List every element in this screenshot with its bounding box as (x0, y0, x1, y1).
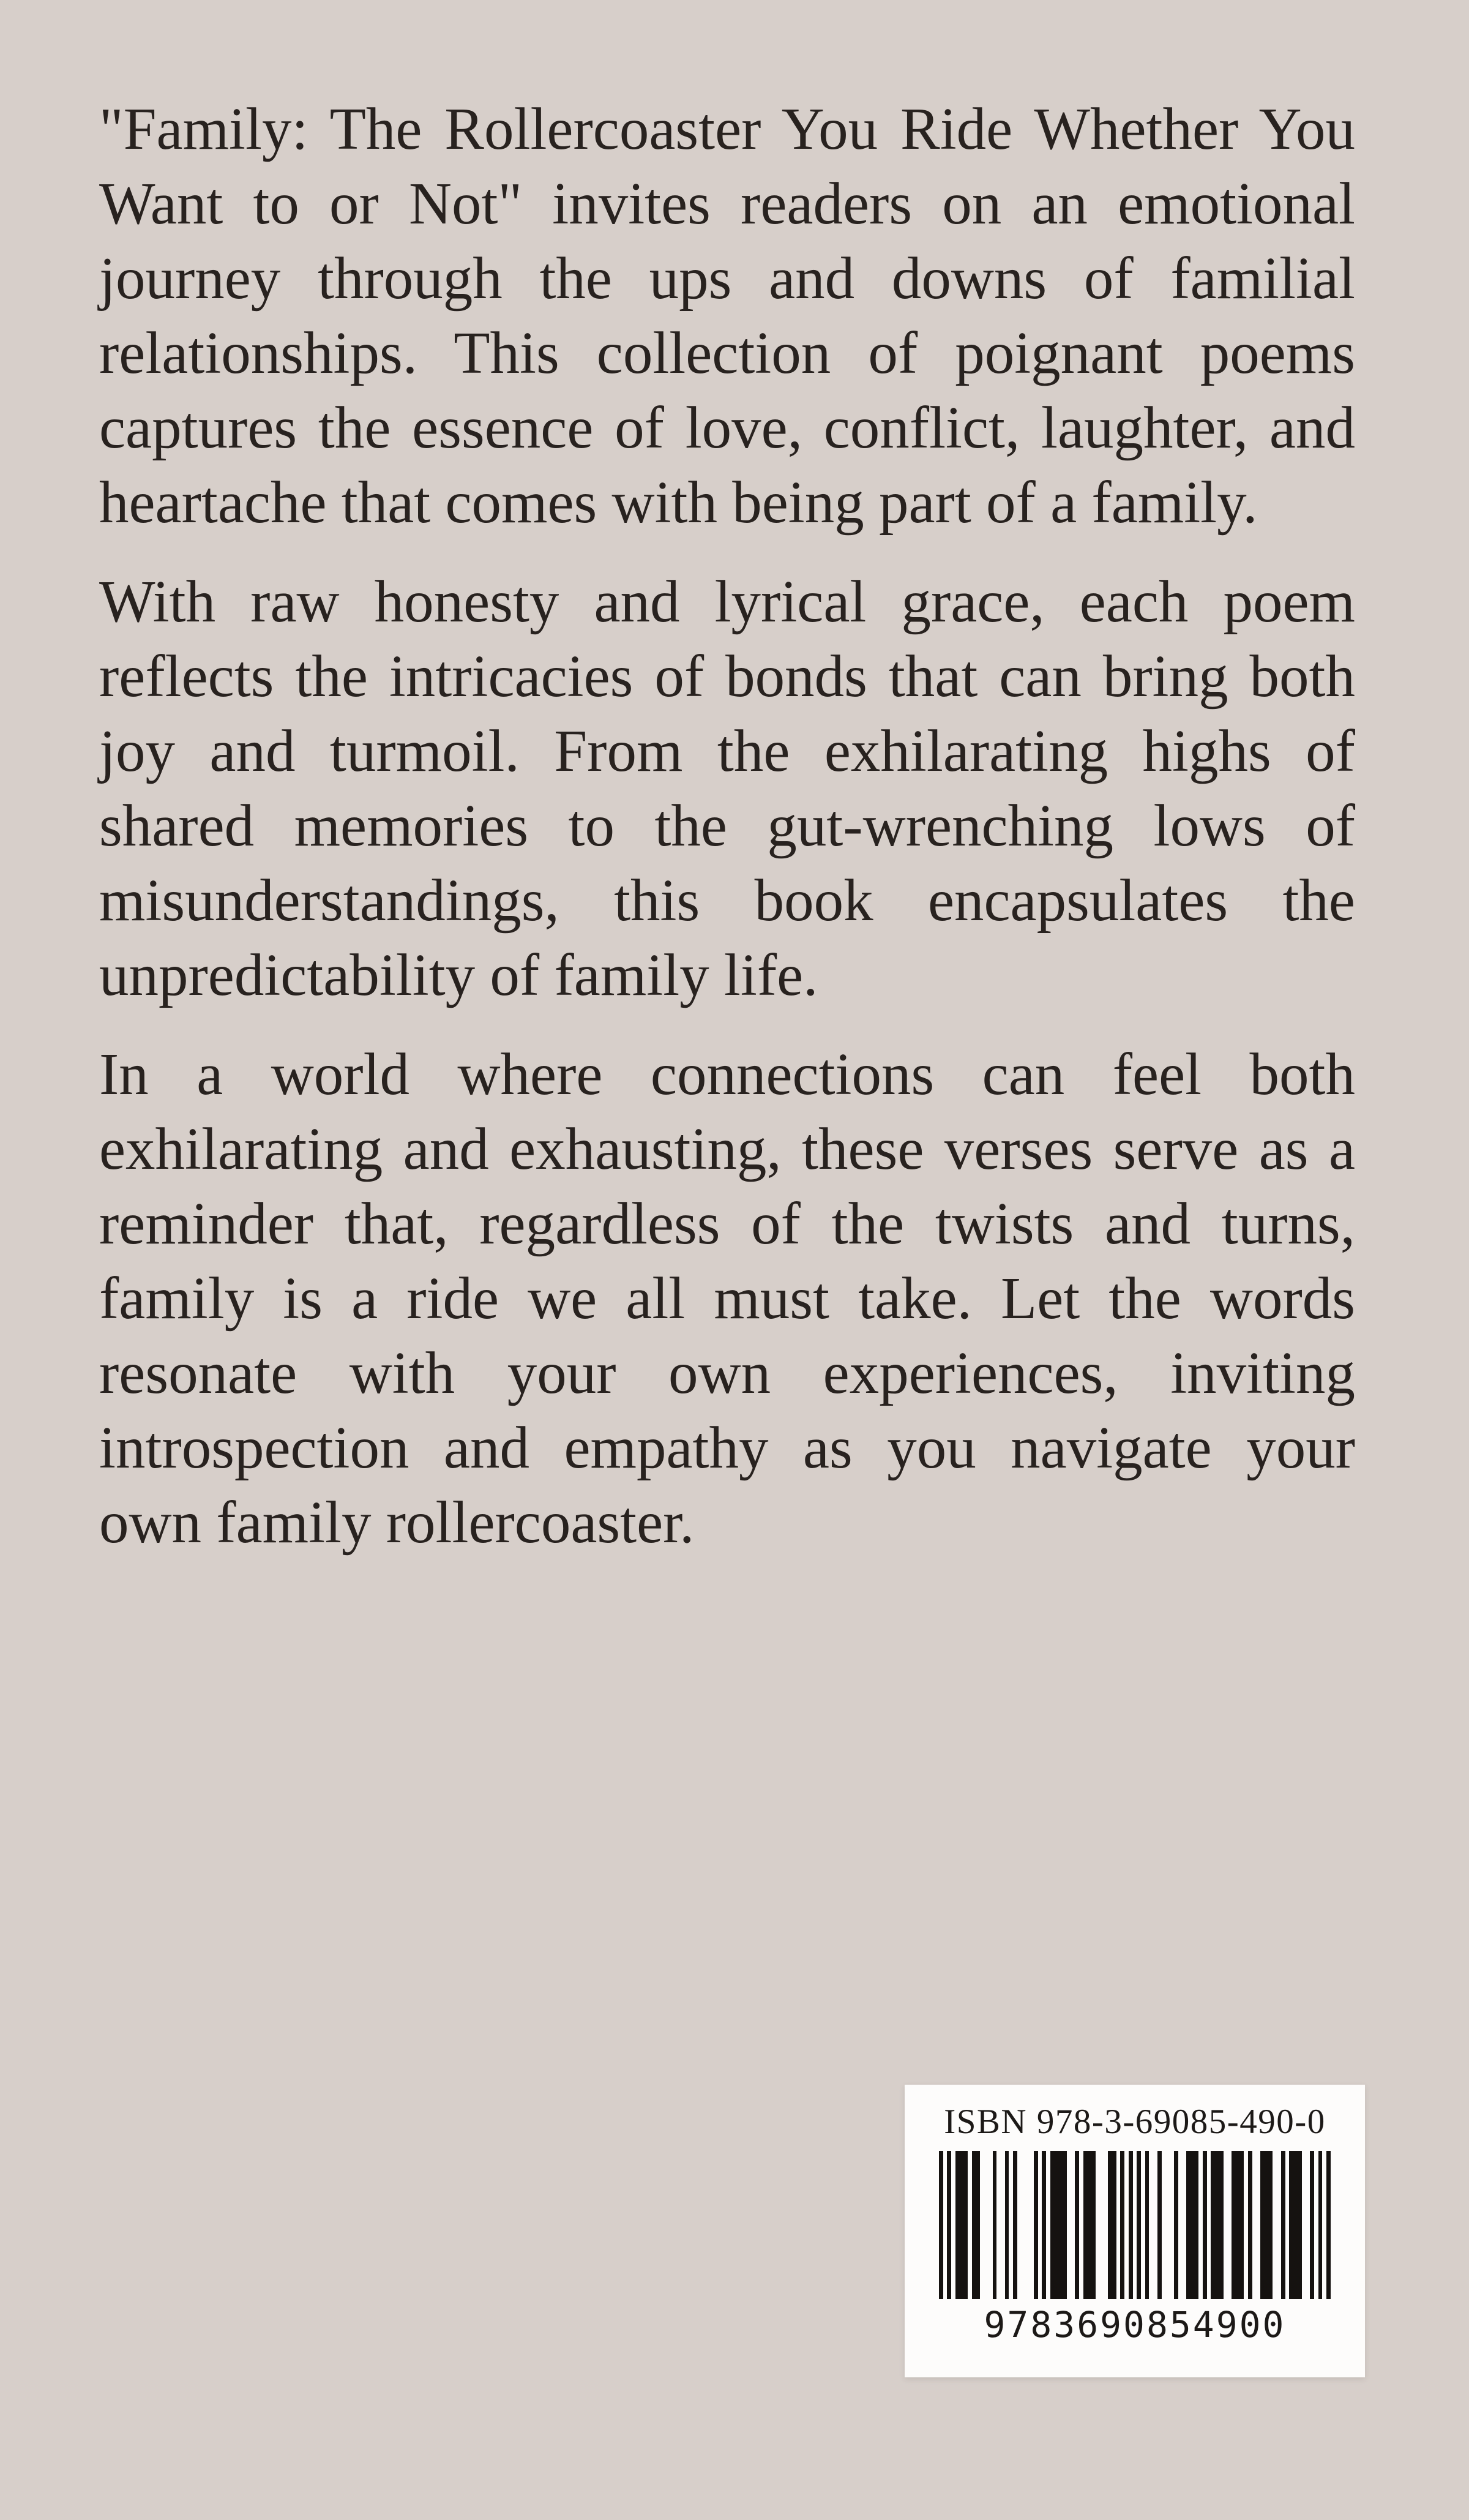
blurb-line: "Family: The Rollercoaster You Ride Whether You (99, 96, 1355, 162)
barcode-bar (1013, 2151, 1017, 2299)
barcode-bar (1050, 2151, 1055, 2299)
blurb-line: exhilarating and exhausting, these verses serve as a (99, 1116, 1355, 1182)
blurb-line: resonate with your own experiences, inviting (99, 1340, 1355, 1406)
barcode-bar (1232, 2151, 1236, 2299)
barcode-bar (1191, 2151, 1195, 2299)
blurb-line: misunderstandings, this book encapsulates the (99, 868, 1355, 933)
barcode-bar (1310, 2151, 1314, 2299)
barcode-space (1207, 2151, 1211, 2299)
barcode-space (1244, 2151, 1248, 2299)
barcode-space (1104, 2151, 1108, 2299)
barcode-bar (1240, 2151, 1244, 2299)
barcode-space (984, 2151, 989, 2299)
barcode-space (1079, 2151, 1083, 2299)
barcode-space (980, 2151, 984, 2299)
barcode-bar (1174, 2151, 1178, 2299)
barcode-space (968, 2151, 972, 2299)
barcode-space (1182, 2151, 1186, 2299)
barcode-bar (1203, 2151, 1207, 2299)
barcode-bar (993, 2151, 997, 2299)
barcode-space (1071, 2151, 1075, 2299)
barcode-space (943, 2151, 948, 2299)
barcode-space (1133, 2151, 1137, 2299)
barcode-bar (1058, 2151, 1063, 2299)
barcode-space (1306, 2151, 1310, 2299)
barcode-bar (1042, 2151, 1046, 2299)
isbn-barcode-panel (905, 2085, 1365, 2377)
barcode-space (1009, 2151, 1013, 2299)
barcode-bar (1063, 2151, 1067, 2299)
ean-number: 9783690854900 (984, 2304, 1286, 2346)
blurb-line: captures the essence of love, conflict, laughter, and (99, 395, 1355, 460)
barcode-space (1124, 2151, 1129, 2299)
barcode-bar (1091, 2151, 1096, 2299)
barcode-bar (1129, 2151, 1133, 2299)
barcode-bar (1269, 2151, 1273, 2299)
barcode-bar (1219, 2151, 1224, 2299)
blurb-line: reminder that, regardless of the twists and turns, (99, 1191, 1355, 1256)
barcode-bar (1293, 2151, 1298, 2299)
blurb-line: joy and turmoil. From the exhilarating highs of (99, 718, 1355, 784)
barcode-bar (972, 2151, 976, 2299)
barcode-space (1178, 2151, 1183, 2299)
isbn-label: ISBN 978-3-69085-490-0 (944, 2102, 1326, 2141)
barcode-space (1224, 2151, 1228, 2299)
barcode-bar (947, 2151, 951, 2299)
barcode-bar (1248, 2151, 1252, 2299)
blurb-line: With raw honesty and lyrical grace, each poem (99, 569, 1355, 634)
barcode-bar (1075, 2151, 1079, 2299)
barcode-space (1252, 2151, 1257, 2299)
barcode-space (996, 2151, 1001, 2299)
barcode-bar (1145, 2151, 1149, 2299)
barcode-bar (939, 2151, 943, 2299)
barcode-space (1017, 2151, 1022, 2299)
barcode-space (1025, 2151, 1030, 2299)
barcode-bar (1112, 2151, 1116, 2299)
blurb-paragraph (99, 1037, 1355, 1560)
blurb-line: own family rollercoaster. (99, 1490, 695, 1555)
barcode-space (1116, 2151, 1121, 2299)
barcode-space (1162, 2151, 1166, 2299)
barcode-space (1141, 2151, 1145, 2299)
blurb-line: unpredictability of family life. (99, 942, 818, 1008)
barcode-bar (1236, 2151, 1240, 2299)
barcode-space (951, 2151, 955, 2299)
barcode-space (1277, 2151, 1281, 2299)
barcode-space (1001, 2151, 1005, 2299)
barcode-bar (1281, 2151, 1285, 2299)
blurb-line: reflects the intricacies of bonds that can bring both (99, 643, 1355, 709)
barcode-space (1096, 2151, 1100, 2299)
barcode-space (1153, 2151, 1157, 2299)
barcode-bar (1326, 2151, 1331, 2299)
barcode-bar (1005, 2151, 1009, 2299)
barcode-bar (1186, 2151, 1191, 2299)
barcode-space (1314, 2151, 1318, 2299)
barcode-bar (1083, 2151, 1088, 2299)
barcode-bar (960, 2151, 964, 2299)
barcode-bar (1289, 2151, 1293, 2299)
barcode-space (1022, 2151, 1026, 2299)
back-cover-blurb (99, 92, 1355, 1584)
barcode-bar (1137, 2151, 1141, 2299)
barcode-bar (1087, 2151, 1091, 2299)
blurb-line: journey through the ups and downs of familial (99, 246, 1355, 311)
barcode-space (1285, 2151, 1290, 2299)
ean13-barcode (939, 2151, 1331, 2299)
blurb-paragraph (99, 564, 1355, 1013)
barcode-space (1165, 2151, 1170, 2299)
barcode-bar (1298, 2151, 1302, 2299)
barcode-space (1322, 2151, 1326, 2299)
barcode-bar (1215, 2151, 1219, 2299)
barcode-bar (955, 2151, 960, 2299)
blurb-paragraph (99, 92, 1355, 540)
barcode-space (1067, 2151, 1071, 2299)
blurb-line: family is a ride we all must take. Let the words (99, 1266, 1355, 1331)
barcode-space (1257, 2151, 1261, 2299)
barcode-bar (1195, 2151, 1199, 2299)
blurb-line: shared memories to the gut-wrenching lows of (99, 793, 1355, 858)
barcode-bar (1034, 2151, 1038, 2299)
barcode-bar (976, 2151, 981, 2299)
barcode-space (1030, 2151, 1034, 2299)
barcode-bar (1108, 2151, 1112, 2299)
barcode-space (1038, 2151, 1042, 2299)
blurb-line: Want to or Not" invites readers on an emotional (99, 171, 1355, 236)
blurb-line: relationships. This collection of poignant poems (99, 320, 1355, 386)
blurb-line: introspection and empathy as you navigate your (99, 1415, 1355, 1480)
barcode-space (1170, 2151, 1174, 2299)
barcode-bar (1318, 2151, 1323, 2299)
barcode-space (1273, 2151, 1277, 2299)
barcode-bar (1157, 2151, 1162, 2299)
blurb-line: In a world where connections can feel both (99, 1041, 1355, 1107)
barcode-bar (1120, 2151, 1124, 2299)
barcode-bar (1055, 2151, 1059, 2299)
barcode-space (989, 2151, 993, 2299)
barcode-bar (963, 2151, 968, 2299)
blurb-line: heartache that comes with being part of a family. (99, 470, 1258, 535)
barcode-bar (1211, 2151, 1215, 2299)
barcode-bar (1260, 2151, 1265, 2299)
barcode-space (1100, 2151, 1104, 2299)
barcode-bar (1265, 2151, 1269, 2299)
barcode-space (1302, 2151, 1306, 2299)
barcode-space (1227, 2151, 1232, 2299)
barcode-space (1149, 2151, 1153, 2299)
barcode-space (1198, 2151, 1203, 2299)
barcode-space (1046, 2151, 1050, 2299)
